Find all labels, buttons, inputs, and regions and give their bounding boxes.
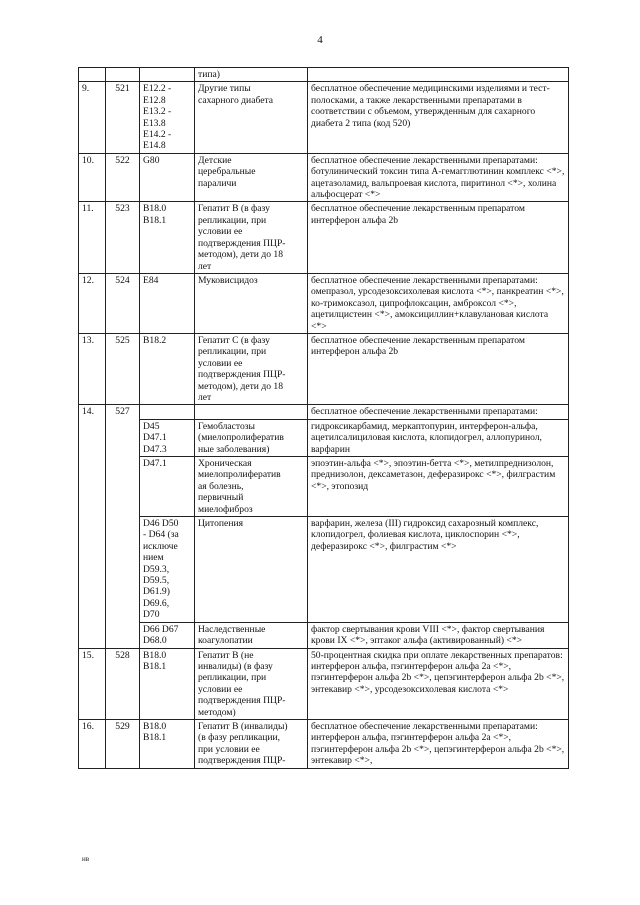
row-number-cell: 15.: [79, 648, 106, 719]
disease-cell: Гемобластозы (миелопролифератив ные заболевания): [195, 419, 308, 456]
provision-cell: варфарин, железа (III) гидроксид сахарозный комплекс, клопидогрел, фолиевая кислота, циклоспорин <*>, деферазирокс <*>, филграстим <*>: [308, 517, 569, 623]
icd-code-cell: B18.0 B18.1: [140, 202, 195, 273]
disease-cell: Муковисцидоз: [195, 273, 308, 333]
disease-cell: Цитопения: [195, 517, 308, 623]
table-row: [79, 82, 569, 153]
row-number-cell: 13.: [79, 333, 106, 404]
provision-cell: бесплатное обеспечение медицинскими изделиями и тест-полосками, а также лекарственными препаратами в соответствии с объемом, утвержденным для сахарного диабета 2 типа (код 520): [308, 82, 569, 153]
table-row: [79, 405, 569, 419]
provision-cell: бесплатное обеспечение лекарственным препаратом интерферон альфа 2b: [308, 202, 569, 273]
table-subrow: [79, 622, 569, 648]
provision-cell: гидроксикарбамид, меркаптопурин, интерферон-альфа, ацетилсалициловая кислота, клопидогрел, аллопуринол, варфарин: [308, 419, 569, 456]
row-number-cell: 14.: [79, 405, 106, 648]
icd-code-cell: D45 D47.1 D47.3: [140, 419, 195, 456]
icd-code-cell: [140, 405, 195, 419]
table-row: [79, 68, 569, 82]
provision-cell: бесплатное обеспечение лекарственным препаратом интерферон альфа 2b: [308, 333, 569, 404]
provision-cell: бесплатное обеспечение лекарственными препаратами: ботулинический токсин типа A-гемагглютинин комплекс <*>, ацетазоламид, вальпроевая кислота, пиритинол <*>, холина альфосцерат <*>: [308, 153, 569, 202]
provision-cell: фактор свертывания крови VIII <*>, фактор свертывания крови IX <*>, эптаког альфа (активированный) <*>: [308, 622, 569, 648]
disease-cell: Другие типы сахарного диабета: [195, 82, 308, 153]
disease-cell: Гепатит B (в фазу репликации, при условии ее подтверждения ПЦР- методом), дети до 18 лет: [195, 202, 308, 273]
row-number-cell: 11.: [79, 202, 106, 273]
benefits-table: [78, 67, 569, 769]
disease-cell: Наследственные коагулопатии: [195, 622, 308, 648]
icd-code-cell: E12.2 - E12.8 E13.2 - E13.8 E14.2 - E14.8: [140, 82, 195, 153]
icd-code-cell: B18.2: [140, 333, 195, 404]
code-cell: 521: [106, 82, 140, 153]
table-row: [79, 648, 569, 719]
icd-code-cell: B18.0 B18.1: [140, 719, 195, 768]
icd-code-cell: D47.1: [140, 457, 195, 517]
disease-cell: Гепатит C (в фазу репликации, при условии ее подтверждения ПЦР- методом), дети до 18 лет: [195, 333, 308, 404]
table-row: [79, 333, 569, 404]
disease-cell: [195, 405, 308, 419]
icd-code-cell: G80: [140, 153, 195, 202]
disease-cell: типа): [195, 68, 308, 82]
provision-cell: бесплатное обеспечение лекарственными препаратами:: [308, 405, 569, 419]
table-subrow: [79, 419, 569, 456]
code-cell: 524: [106, 273, 140, 333]
code-cell: 529: [106, 719, 140, 768]
code-cell: 528: [106, 648, 140, 719]
row-number-cell: 16.: [79, 719, 106, 768]
disease-cell: Детские церебральные параличи: [195, 153, 308, 202]
footer-mark: нв: [82, 855, 90, 863]
code-cell: 525: [106, 333, 140, 404]
table-subrow: [79, 457, 569, 517]
disease-cell: Хроническая миелопролифератив ая болезнь, первичный миелофиброз: [195, 457, 308, 517]
disease-cell: Гепатит B (не инвалиды) (в фазу репликации, при условии ее подтверждения ПЦР- методом): [195, 648, 308, 719]
disease-cell: Гепатит B (инвалиды) (в фазу репликации, при условии ее подтверждения ПЦР-: [195, 719, 308, 768]
provision-cell: бесплатное обеспечение лекарственными препаратами: омепразол, урсодезоксихолевая кислота <*>, панкреатин <*>, ко-тримоксазол, ципрофлоксацин, амброксол <*>, ацетилцистеин <*>, амоксициллин+клавулановая кислота <*>: [308, 273, 569, 333]
provision-cell: 50-процентная скидка при оплате лекарственных препаратов: интерферон альфа, пэгинтерферон альфа 2a <*>, пэгинтерферон альфа 2b <*>, цепэгинтерферон альфа 2b <*>, энтекавир <*>, урсодезоксихолевая кислота <*>: [308, 648, 569, 719]
provision-cell: бесплатное обеспечение лекарственными препаратами: интерферон альфа, пэгинтерферон альфа 2a <*>, пэгинтерферон альфа 2b <*>, цепэгинтерферон альфа 2b <*>, энтекавир <*>,: [308, 719, 569, 768]
icd-code-cell: D46 D50 - D64 (за исключе нием D59.3, D59.5, D61.9) D69.6, D70: [140, 517, 195, 623]
row-number-cell: 9.: [79, 82, 106, 153]
icd-code-cell: B18.0 B18.1: [140, 648, 195, 719]
table-subrow: [79, 517, 569, 623]
table-row: [79, 273, 569, 333]
code-cell: 523: [106, 202, 140, 273]
code-cell: 522: [106, 153, 140, 202]
code-cell: 527: [106, 405, 140, 648]
row-number-cell: 10.: [79, 153, 106, 202]
table-row: [79, 202, 569, 273]
page-number: 4: [317, 34, 323, 46]
table-row: [79, 719, 569, 768]
row-number-cell: 12.: [79, 273, 106, 333]
provision-cell: эпоэтин-альфа <*>, эпоэтин-бетта <*>, метилпреднизолон, преднизолон, дексаметазон, деферазирокс <*>, филграстим <*>, этопозид: [308, 457, 569, 517]
icd-code-cell: E84: [140, 273, 195, 333]
table-row: [79, 153, 569, 202]
icd-code-cell: D66 D67 D68.0: [140, 622, 195, 648]
